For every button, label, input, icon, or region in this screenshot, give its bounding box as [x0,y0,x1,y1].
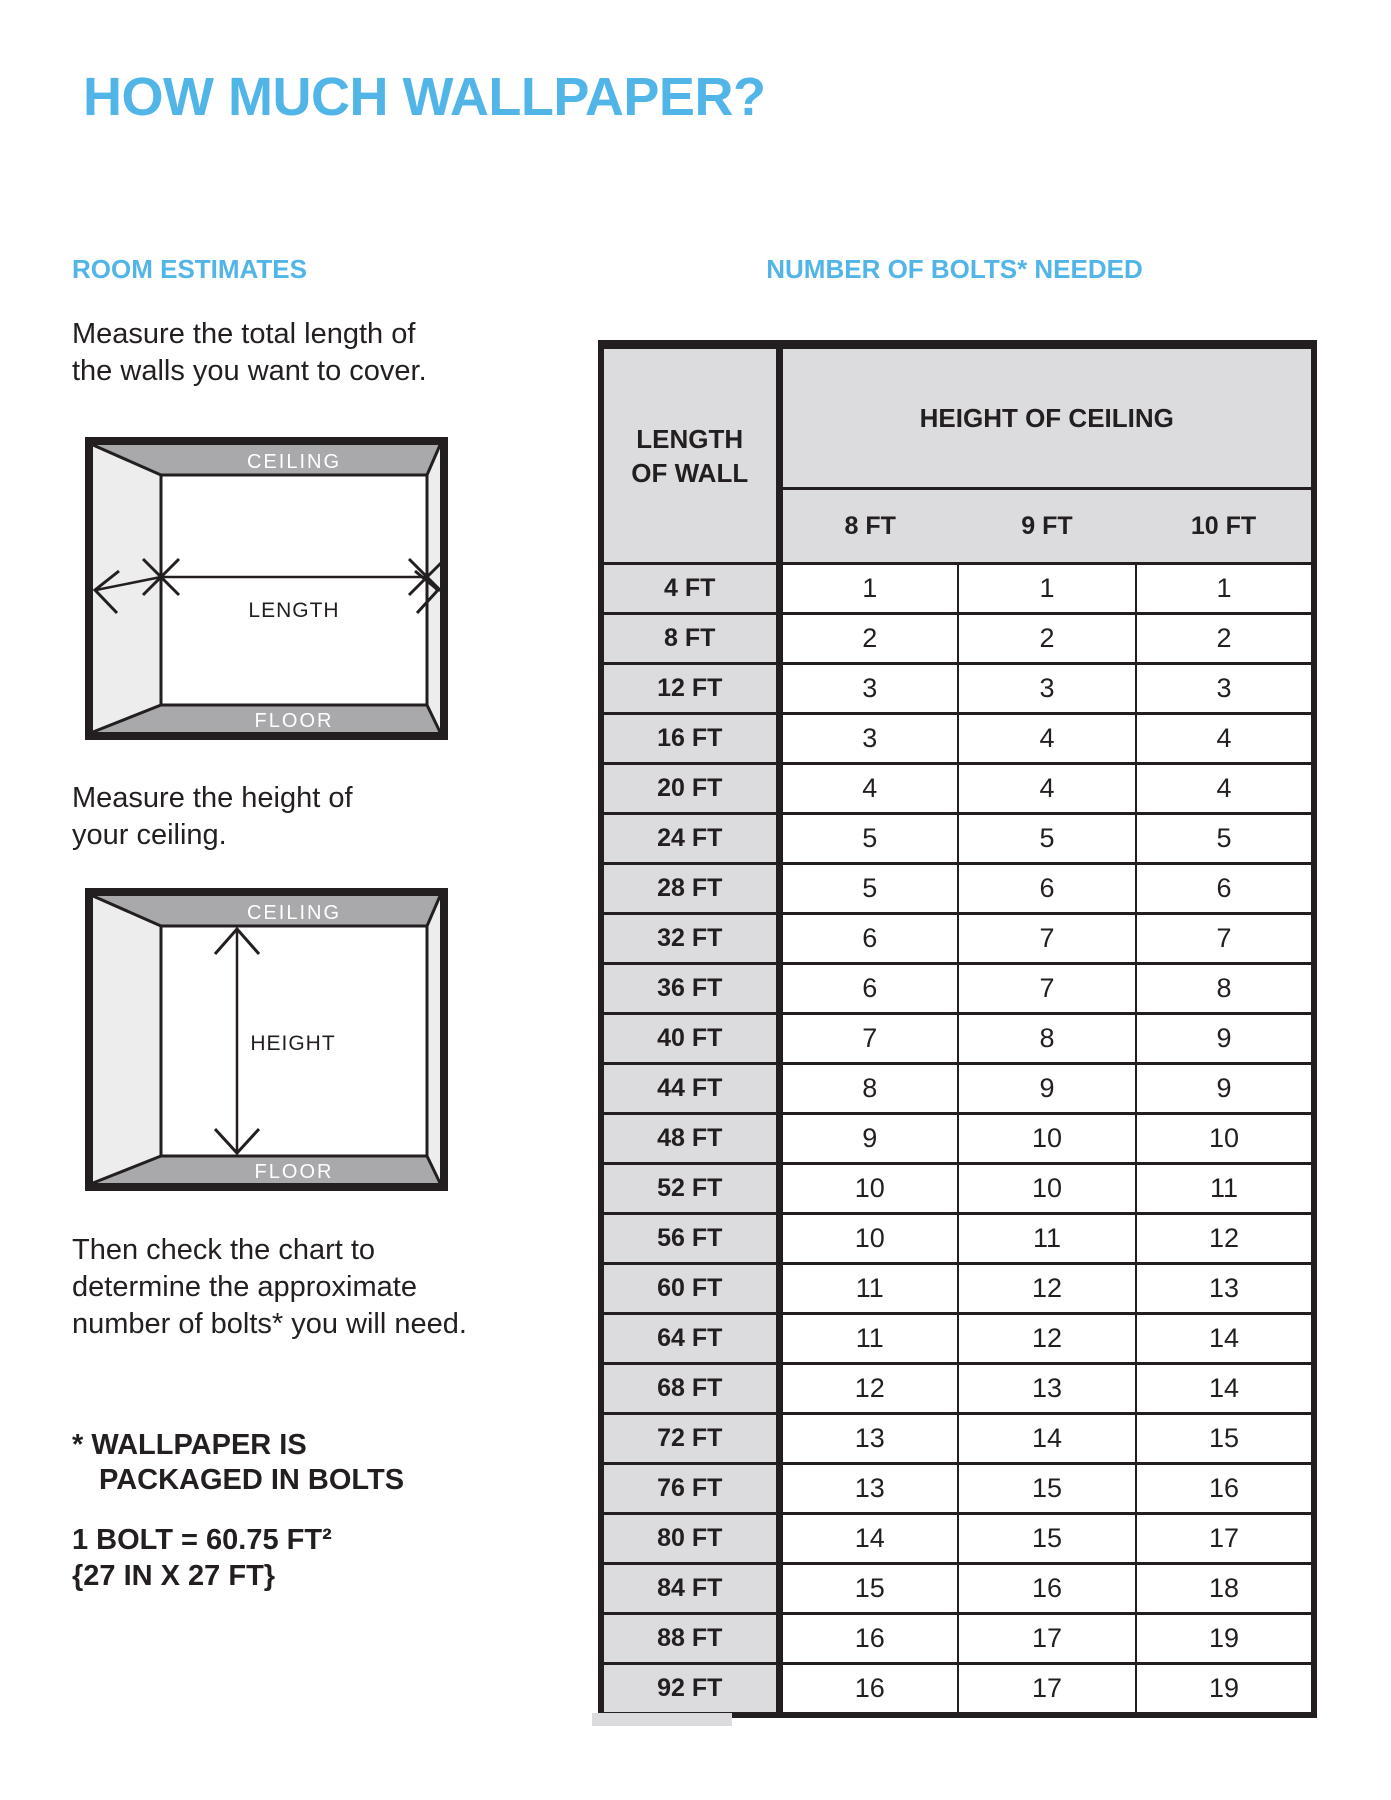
bolt-count-cell: 15 [958,1514,1136,1564]
paragraph-line: Measure the height of [72,782,353,814]
note-line: * WALLPAPER IS [72,1429,307,1461]
length-of-wall-header [601,345,779,564]
wall-length-cell: 52 FT [601,1164,779,1214]
measure-length-paragraph [72,316,427,390]
bolt-count-cell: 4 [1136,764,1314,814]
page-title: HOW MUCH WALLPAPER? [83,67,766,127]
bolt-count-cell: 11 [1136,1164,1314,1214]
wall-length-cell: 16 FT [601,714,779,764]
bolt-count-cell: 11 [958,1214,1136,1264]
wall-length-cell: 84 FT [601,1564,779,1614]
bolt-count-cell: 19 [1136,1664,1314,1716]
bolt-count-cell: 13 [779,1464,958,1514]
room-length-diagram [85,437,448,740]
bolt-count-cell: 5 [958,814,1136,864]
table-row [601,1314,1314,1364]
bolt-count-cell: 13 [958,1364,1136,1414]
table-row [601,1414,1314,1464]
measure-height-paragraph [72,780,353,854]
bolt-count-cell: 3 [779,664,958,714]
wall-length-cell: 12 FT [601,664,779,714]
room-height-diagram [85,888,448,1191]
bolts-needed-heading: NUMBER OF BOLTS* NEEDED [766,254,1143,284]
bolt-count-cell: 3 [958,664,1136,714]
bolt-count-cell: 9 [1136,1014,1314,1064]
bolt-equivalence [72,1522,332,1594]
bolt-count-cell: 4 [958,714,1136,764]
bolt-count-cell: 1 [779,564,958,614]
bolt-count-cell: 14 [1136,1364,1314,1414]
paragraph-line: Then check the chart to [72,1234,376,1266]
ceiling-label: CEILING [246,451,342,473]
bolt-count-cell: 10 [779,1214,958,1264]
table-row [601,1164,1314,1214]
bolt-count-cell: 12 [1136,1214,1314,1264]
wall-length-cell: 48 FT [601,1114,779,1164]
paragraph-line: the walls you want to cover. [72,355,427,387]
bolt-count-cell: 4 [958,764,1136,814]
bolt-count-cell: 8 [958,1014,1136,1064]
note-line: PACKAGED IN BOLTS [99,1464,405,1496]
wall-length-cell: 36 FT [601,964,779,1014]
left-wall-panel [93,896,161,1183]
ceiling-label: CEILING [246,902,342,924]
wall-length-cell: 32 FT [601,914,779,964]
wall-length-cell: 92 FT [601,1664,779,1716]
bolt-count-cell: 18 [1136,1564,1314,1614]
bolt-count-cell: 11 [779,1264,958,1314]
bolt-count-cell: 7 [1136,914,1314,964]
table-row [601,764,1314,814]
bolt-count-cell: 16 [1136,1464,1314,1514]
bolt-count-cell: 1 [1136,564,1314,614]
header-line: OF WALL [631,457,749,488]
bolt-count-cell: 8 [779,1064,958,1114]
wall-length-cell: 20 FT [601,764,779,814]
bolt-count-cell: 16 [779,1664,958,1716]
bolt-count-cell: 16 [958,1564,1136,1614]
bolt-count-cell: 15 [779,1564,958,1614]
bolt-count-cell: 4 [1136,714,1314,764]
bolt-count-cell: 7 [779,1014,958,1064]
bolt-count-cell: 6 [779,964,958,1014]
wallpaper-bolts-note [72,1428,404,1498]
bolt-count-cell: 17 [1136,1514,1314,1564]
check-chart-paragraph [72,1232,467,1343]
bolt-count-cell: 15 [958,1464,1136,1514]
table-row [601,914,1314,964]
back-wall [161,475,427,705]
table-shadow-tail [592,1713,732,1726]
paragraph-line: your ceiling. [72,819,227,851]
floor-label: FLOOR [254,1161,334,1183]
height-of-ceiling-header: HEIGHT OF CEILING [779,345,1314,489]
table-row [601,1064,1314,1114]
bolt-count-cell: 10 [958,1164,1136,1214]
bolt-count-cell: 2 [958,614,1136,664]
bolt-count-cell: 12 [958,1264,1136,1314]
wall-length-cell: 28 FT [601,864,779,914]
bolt-count-cell: 3 [1136,664,1314,714]
bolt-count-cell: 6 [958,864,1136,914]
wall-length-cell: 68 FT [601,1364,779,1414]
bolt-count-cell: 4 [779,764,958,814]
bolt-count-cell: 14 [779,1514,958,1564]
bolts-table [598,340,1317,1718]
wall-length-cell: 72 FT [601,1414,779,1464]
bolt-count-cell: 10 [779,1164,958,1214]
bolt-equivalence-line: 1 BOLT = 60.75 FT² [72,1524,332,1556]
bolt-count-cell: 17 [958,1614,1136,1664]
bolts-table-header [601,345,1314,564]
column-header-9ft: 9 FT [958,489,1136,564]
paragraph-line: Measure the total length of [72,318,416,350]
paragraph-line: determine the approximate [72,1271,417,1303]
floor-label: FLOOR [254,710,334,732]
bolt-count-cell: 3 [779,714,958,764]
table-row [601,1214,1314,1264]
bolt-count-cell: 19 [1136,1614,1314,1664]
bolt-count-cell: 6 [1136,864,1314,914]
height-label: HEIGHT [250,1032,336,1055]
bolt-count-cell: 10 [958,1114,1136,1164]
wall-length-cell: 40 FT [601,1014,779,1064]
wall-length-cell: 56 FT [601,1214,779,1264]
bolt-count-cell: 17 [958,1664,1136,1716]
bolt-count-cell: 16 [779,1614,958,1664]
wall-length-cell: 80 FT [601,1514,779,1564]
table-row [601,964,1314,1014]
bolt-count-cell: 14 [1136,1314,1314,1364]
bolt-count-cell: 13 [779,1414,958,1464]
bolt-count-cell: 5 [779,864,958,914]
table-row [601,614,1314,664]
table-row [601,1264,1314,1314]
bolt-count-cell: 2 [779,614,958,664]
bolt-count-cell: 12 [779,1364,958,1414]
bolt-count-cell: 11 [779,1314,958,1364]
bolt-count-cell: 6 [779,914,958,964]
bolt-count-cell: 13 [1136,1264,1314,1314]
table-row [601,1514,1314,1564]
column-header-8ft: 8 FT [779,489,958,564]
table-row [601,1664,1314,1716]
table-row [601,1114,1314,1164]
wall-length-cell: 60 FT [601,1264,779,1314]
table-row [601,864,1314,914]
length-label: LENGTH [248,599,340,622]
bolt-count-cell: 9 [958,1064,1136,1114]
table-row [601,714,1314,764]
wall-length-cell: 44 FT [601,1064,779,1114]
table-row [601,1614,1314,1664]
bolts-table-container [598,340,1317,1718]
table-row [601,664,1314,714]
bolt-count-cell: 8 [1136,964,1314,1014]
table-row [601,564,1314,614]
bolt-count-cell: 14 [958,1414,1136,1464]
wall-length-cell: 88 FT [601,1614,779,1664]
bolt-count-cell: 2 [1136,614,1314,664]
table-row [601,1364,1314,1414]
wall-length-cell: 24 FT [601,814,779,864]
paragraph-line: number of bolts* you will need. [72,1308,467,1340]
table-row [601,814,1314,864]
bolt-equivalence-line: {27 IN X 27 FT} [72,1560,276,1592]
bolt-count-cell: 10 [1136,1114,1314,1164]
bolt-count-cell: 1 [958,564,1136,614]
bolt-count-cell: 15 [1136,1414,1314,1464]
table-row [601,1464,1314,1514]
bolt-count-cell: 5 [1136,814,1314,864]
room-estimates-heading: ROOM ESTIMATES [72,254,307,284]
wall-length-cell: 64 FT [601,1314,779,1364]
header-line: LENGTH [636,423,744,454]
bolt-count-cell: 7 [958,914,1136,964]
bolt-count-cell: 12 [958,1314,1136,1364]
table-row [601,1564,1314,1614]
bolt-count-cell: 9 [779,1114,958,1164]
wall-length-cell: 8 FT [601,614,779,664]
bolt-count-cell: 9 [1136,1064,1314,1114]
column-header-10ft: 10 FT [1136,489,1314,564]
table-row [601,1014,1314,1064]
bolts-table-body [601,564,1314,1716]
wall-length-cell: 76 FT [601,1464,779,1514]
bolt-count-cell: 5 [779,814,958,864]
right-wall-panel [427,896,440,1183]
wall-length-cell: 4 FT [601,564,779,614]
bolt-count-cell: 7 [958,964,1136,1014]
